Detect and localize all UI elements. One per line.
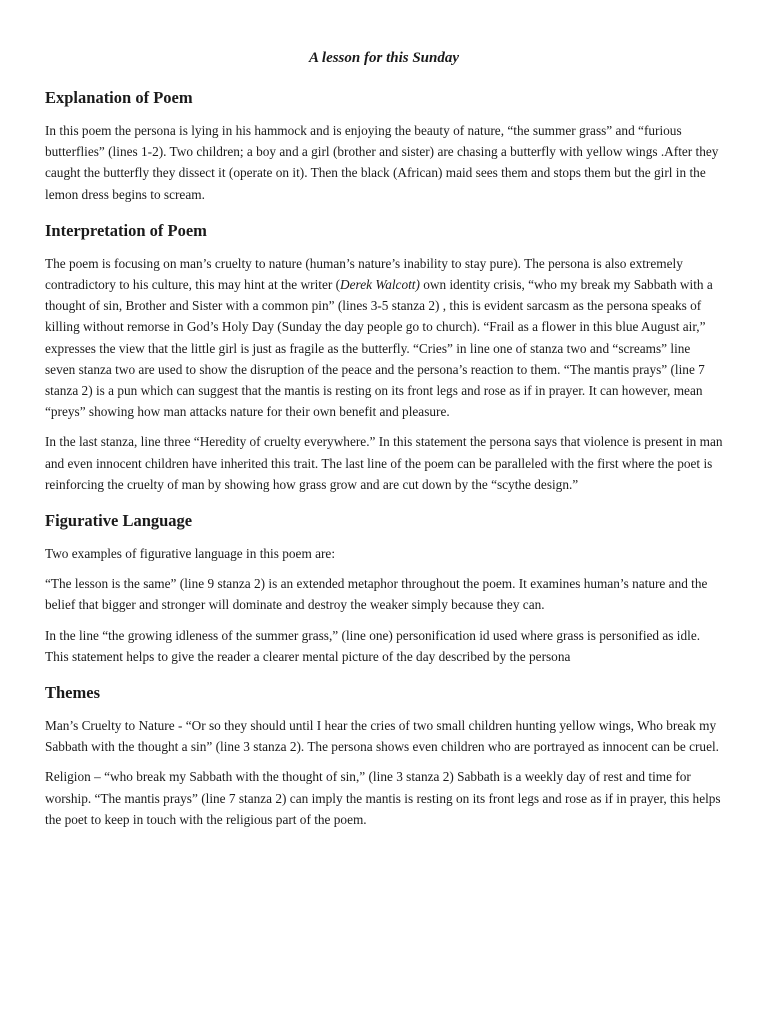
paragraph: “The lesson is the same” (line 9 stanza 2) is an extended metaphor throughout the poem. It examines human’s nature and the belief that bigger and stronger will dominate and destroy the weaker simply because they can. <box>45 576 708 613</box>
paragraph <box>45 253 723 423</box>
paragraph: In this poem the persona is lying in his hammock and is enjoying the beauty of nature, “the summer grass” and “furious butterflies” (lines 1-2). Two children; a boy and a girl (brother and sister) are chasing a butterfly with yellow wings .After they caught the butterfly they dissect it (operate on it). Then the black (African) maid sees them and stops them but the girl in the lemon dress begins to scream. <box>45 123 719 202</box>
section-explanation <box>45 86 723 205</box>
section-heading-figurative: Figurative Language <box>45 511 193 531</box>
section-heading-explanation: Explanation of Poem <box>45 88 193 107</box>
author-name: Derek Walcott) <box>340 277 420 293</box>
paragraph: Religion – “who break my Sabbath with the thought of sin,” (line 3 stanza 2) Sabbath is a weekly day of rest and time for worship. “The mantis prays” (line 7 stanza 2) can imply the mantis is resting on its front legs and rose as if in prayer, this helps the poet to keep in touch with the religious part of the poem. <box>45 769 721 827</box>
paragraph: Two examples of figurative language in this poem are: <box>45 546 336 562</box>
section-heading-themes: Themes <box>45 683 100 703</box>
document-page <box>45 46 723 844</box>
section-interpretation <box>45 219 723 495</box>
section-heading-interpretation: Interpretation of Poem <box>45 220 207 240</box>
paragraph-text: own identity crisis, “who my break my Sabbath with a thought of sin, Brother and Sister with a common pin” (lines 3-5 stanza 2) , this is evident sarcasm as the persona speaks of killing without remorse in God’s Holy Day (Sunday the day people go to church). “Frail as a flower in this blue August air,” expresses the view that the little girl is just as fragile as the butterfly. “Cries” in line one of stanza two and “screams” line seven stanza two are used to show the disruption of the peace and the persona’s reaction to them. “The mantis prays” (line 7 stanza 2) is a pun which can suggest that the mantis is resting on its front legs and rose as if in prayer. It can however, mean “preys” showing how man attacks nature for their own benefit and pleasure. <box>45 277 713 420</box>
paragraph: In the line “the growing idleness of the summer grass,” (line one) personification id used where grass is personified as idle. This statement helps to give the reader a clearer mental picture of the day described by the persona <box>45 627 701 664</box>
paragraph: Man’s Cruelty to Nature - “Or so they should until I hear the cries of two small children hunting yellow wings, Who break my Sabbath with the thought a sin” (line 3 stanza 2). The persona shows even children who are portrayed as innocent can be cruel. <box>45 718 719 755</box>
paragraph: In the last stanza, line three “Heredity of cruelty everywhere.” In this statement the persona says that violence is present in man and even innocent children have inherited this trait. The last line of the poem can be paralleled with the first where the poet is reinforcing the cruelty of man by showing how grass grow and are cut down by the “scythe design.” <box>45 434 723 492</box>
document-title: A lesson for this Sunday <box>308 50 460 66</box>
section-figurative <box>45 509 723 667</box>
paragraph-text: The poem is focusing on man’s cruelty to nature (human’s nature’s inability to stay pure). The persona is also extremely contradictory to his culture, this may hint at the writer ( <box>45 255 683 293</box>
section-themes <box>45 681 723 830</box>
